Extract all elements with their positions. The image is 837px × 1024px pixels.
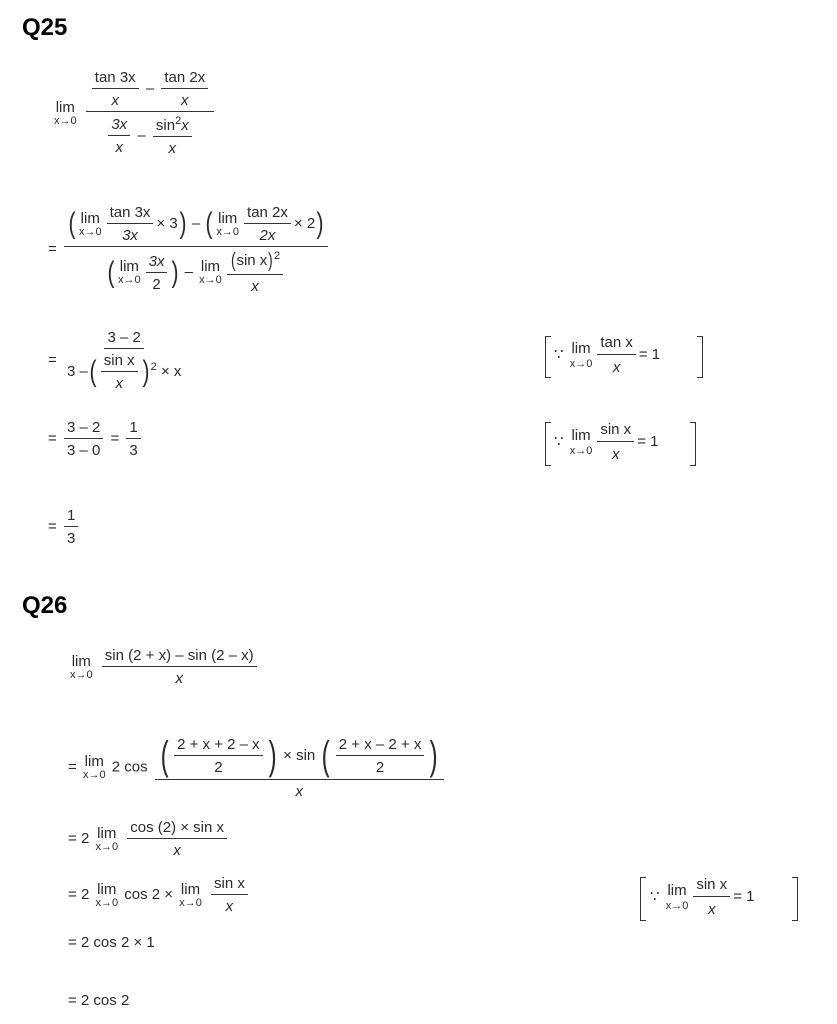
q26-step-6: = 2 cos 2: [68, 992, 130, 1009]
limit-operator: lim x→0: [54, 98, 77, 127]
step2-fraction: ( lim x→0 $\frac{\tan 3x}{3x}$ × 3) – ( lim x→0 $\frac{\tan 2x}{2x}$ × 2) ( lim x→0 $\frac{3x}{2}$ ) – lim x→0 $\frac{(\sin x)^2}{x}$: [64, 205, 328, 294]
q26-step-3: = 2 lim x→0 $\frac{\text{cos (2) × sin x}}{x}$: [68, 820, 230, 858]
q26-step-1: lim x→0 $\frac{\sin (2 + x) - \sin (2 - x)}{x}$: [68, 648, 260, 686]
q25-note-tan: ∵ lim x→0 $\frac{\text{tan x}}{x}$ = 1: [554, 334, 661, 376]
q25-note-sin: ∵ lim x→0 $\frac{\text{sin x}}{x}$ = 1: [554, 421, 659, 463]
q26-step-5: = 2 cos 2 × 1: [68, 934, 155, 951]
q25-step-3: = 3 – 2 3 –( $\frac{\text{sin x}}{x}$ ) $^2$ × x: [48, 330, 187, 391]
q25-step-4: = $\frac{3 - 2}{3 - 0}$ = $\frac{1}{3}$: [48, 420, 144, 458]
question-label-q26: Q26: [22, 592, 68, 619]
note-bracket-right: [697, 336, 703, 378]
main-fraction: $\frac{\tan 3x}{x}$ – $\frac{\tan 2x}{x}$ $\frac{3x}{x}$ – $\frac{\sin^2x}{x}$: [86, 70, 214, 156]
note-bracket-right: [792, 877, 798, 921]
step3-fraction: 3 – 2 3 –( $\frac{\text{sin x}}{x}$ ) $^2$ × x: [66, 329, 182, 392]
note-bracket-left: [545, 422, 551, 466]
note-bracket-left: [640, 877, 646, 921]
question-label-q25: Q25: [22, 14, 68, 41]
note-bracket-right: [690, 422, 696, 466]
q26-step-2: = lim x→0 2 cos ( $\frac{2 + x + 2 - x}{2}$ ) × sin ( $\frac{2 + x - 2 + x}{2}$ ) x: [68, 736, 447, 799]
q25-step-2: = ( lim x→0 $\frac{\tan 3x}{3x}$ × 3) – ( lim x→0 $\frac{\tan 2x}{2x}$ × 2) ( lim x→0 $\frac{3x}{2}$ ) – lim x→0 $\frac{(\sin x)^2}{x}$: [48, 205, 331, 294]
q25-step-5: = $\frac{1}{3}$: [48, 508, 81, 546]
q26-note-sin: ∵ lim x→0 $\frac{\text{sin x}}{x}$ = 1: [650, 876, 755, 918]
q26-step-4: = 2 lim x→0 cos 2 × lim x→0 $\frac{\text{sin x}}{x}$: [68, 876, 251, 914]
q25-step-1: [52, 70, 217, 156]
note-bracket-left: [545, 336, 551, 378]
